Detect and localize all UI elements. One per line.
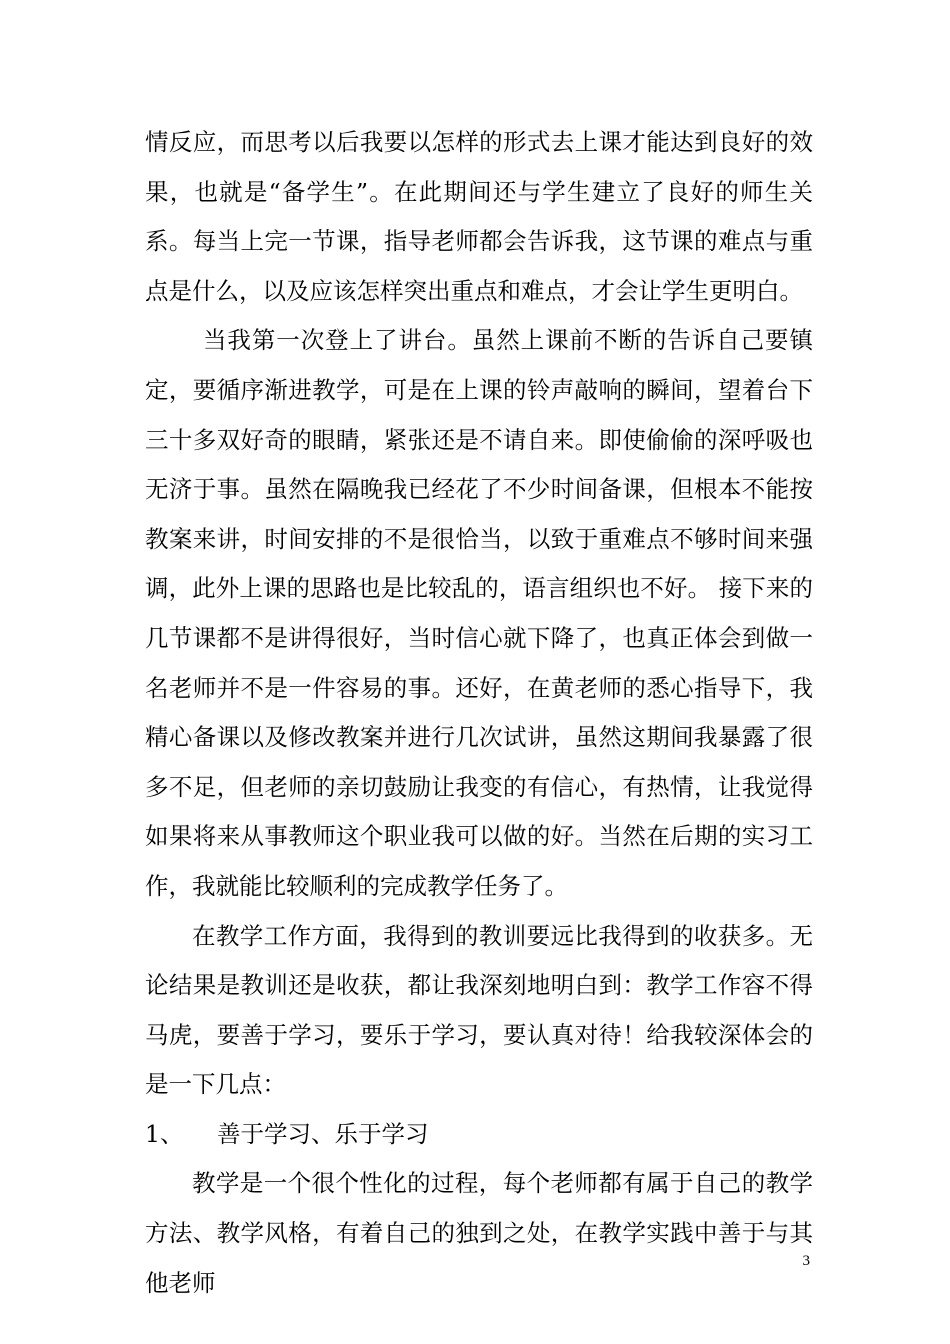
document-body [145,118,813,1308]
paragraph-first-lecture: 当我第一次登上了讲台。虽然上课前不断的告诉自己要镇定，要循序渐进教学，可是在上课的铃声敲响的瞬间，望着台下三十多双好奇的眼睛，紧张还是不请自来。即使偷偷的深呼吸也无济于事。虽然在隔晚我已经花了不少时间备课，但根本不能按教案来讲，时间安排的不是很恰当，以致于重难点不够时间来强调，此外上课的思路也是比较乱的，语言组织也不好。 接下来的几节课都不是讲得很好，当时信心就下降了，也真正体会到做一名老师并不是一件容易的事。还好，在黄老师的悉心指导下，我精心备课以及修改教案并进行几次试讲，虽然这期间我暴露了很多不足，但老师的亲切鼓励让我变的有信心，有热情，让我觉得如果将来从事教师这个职业我可以做的好。当然在后期的实习工作，我就能比较顺利的完成教学任务了。 [145,326,813,900]
list-item-number: 1、 [145,1119,184,1148]
numbered-list-item [145,1110,813,1160]
list-item-text: 善于学习、乐于学习 [217,1119,429,1148]
paragraph-teaching-lessons: 在教学工作方面，我得到的教训要远比我得到的收获多。无论结果是教训还是收获，都让我深刻地明白到：教学工作容不得马虎，要善于学习，要乐于学习，要认真对待！给我较深体会的是一下几点： [145,921,813,1099]
paragraph-teaching-personalized: 教学是一个很个性化的过程，每个老师都有属于自己的教学方法、教学风格，有着自己的独到之处，在教学实践中善于与其他老师 [145,1169,813,1297]
page-number: 3 [802,1253,810,1269]
paragraph-continuation: 情反应，而思考以后我要以怎样的形式去上课才能达到良好的效果，也就是“备学生”。在此期间还与学生建立了良好的师生关系。每当上完一节课，指导老师都会告诉我，这节课的难点与重点是什么，以及应该怎样突出重点和难点，才会让学生更明白。 [145,128,813,305]
